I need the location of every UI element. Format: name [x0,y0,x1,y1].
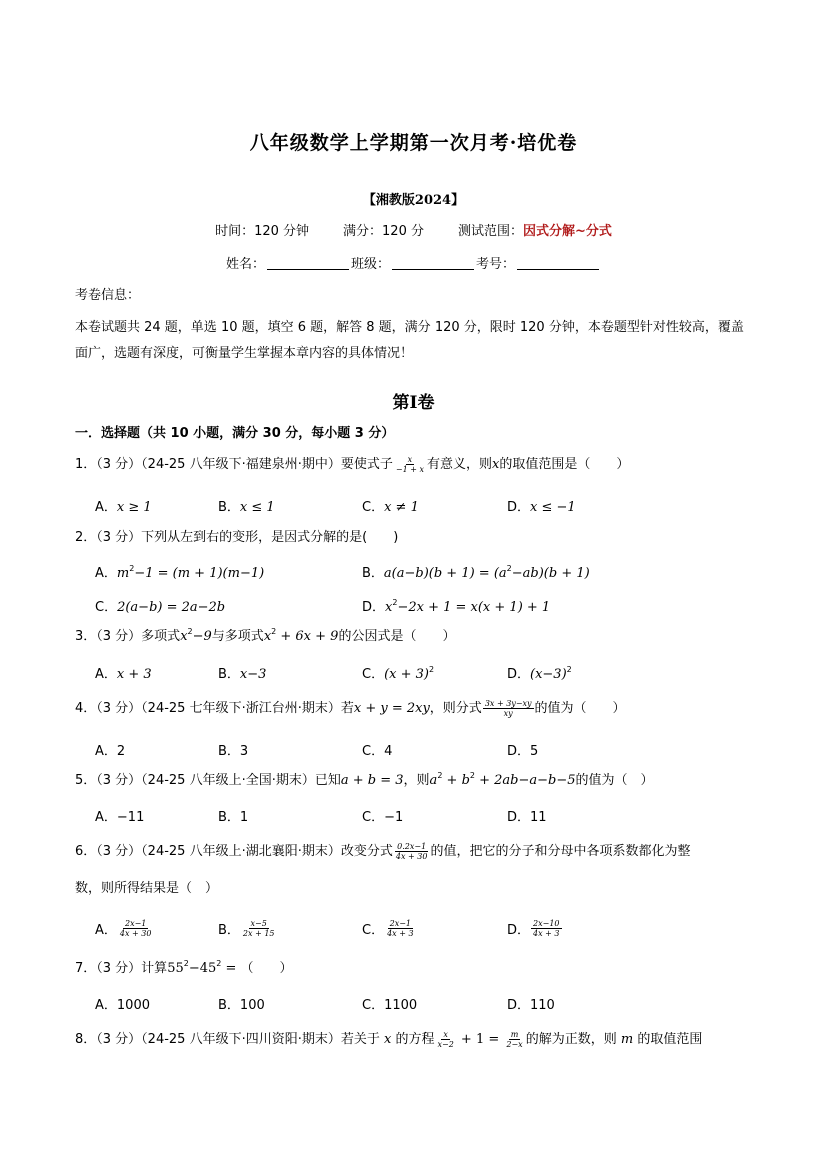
question-4: 4．（3 分）（24-25 七年级下·浙江台州·期末）若x + y = 2xy，则分式 $\frac{3x + 3y-xy}{xy}$ 的值为（ ） [75,699,626,718]
q7-option-a: A．1000 [95,998,150,1013]
q6-option-c: C． $\frac{2x-1}{4x + 3}$ [362,919,414,938]
name-label: 姓名： [225,257,265,272]
question-6: 6．（3 分）（24-25 八年级上·湖北襄阳·期末）改变分式 $\frac{0.2x-1}{4x + 30}$ 的值，把它的分子和分母中各项系数都化为整 [75,842,691,861]
info-line-2: 面广，选题有深度，可衡量学生掌握本章内容的具体情况！ [75,346,414,361]
volume-title: 第Ⅰ卷 [392,393,435,413]
id-field[interactable] [517,256,599,270]
q7-option-d: D．110 [507,998,555,1013]
section-title: 一．选择题（共 10 小题，满分 30 分，每小题 3 分） [75,426,395,441]
question-8: 8．（3 分）（24-25 八年级下·四川资阳·期末）若关于 x 的方程 $\frac{x}{x-2}$ + 1 = $\frac{m}{2-x}$ 的解为正数，则 m 的取值范围 [75,1030,703,1049]
q4-option-d: D．5 [507,744,539,759]
q5-option-d: D．11 [507,810,547,825]
class-label: 班级： [350,257,390,272]
q2-option-a: A．$m^2-1 = (m + 1)(m-1)$ [95,564,265,581]
q5-option-b: B．1 [218,810,249,825]
page-title: 八年级数学上学期第一次月考·培优卷 [249,132,578,154]
exam-score: 满分：120 分 [343,224,424,239]
question-5: 5．（3 分）（24-25 八年级上·全国·期末）已知a + b = 3，则$a^2 + b^2 + 2ab-a-b-5$的值为（ ） [75,771,654,788]
q1-option-d: D．x ≤ −1 [507,500,576,515]
q2-option-d: D．$x^2-2x + 1 = x(x + 1) + 1$ [362,598,551,615]
id-label: 考号： [476,257,516,272]
q7-option-b: B．100 [218,998,265,1013]
q4-option-b: B．3 [218,744,249,759]
q8-fraction-left: $\frac{x}{x-2}$ [437,1030,454,1049]
question-3: 3．（3 分）多项式$x^2-9$与多项式$x^2 + 6x + 9$的公因式是（ ） [75,627,456,644]
info-block [75,283,765,367]
q5-option-a: A．−11 [95,810,145,825]
q5-option-c: C．−1 [362,810,404,825]
q4-fraction: $\frac{3x + 3y-xy}{xy}$ [484,699,532,718]
exam-time: 时间：120 分钟 [215,224,310,239]
q7-option-c: C．1100 [362,998,418,1013]
q1-stem: 1．（3 分）（24-25 八年级下·福建泉州·期中）要使式子 [75,457,393,472]
q4-option-c: C．4 [362,744,393,759]
q1-option-c: C．x ≠ 1 [362,500,419,515]
q1-fraction: $\frac{x}{-1 + x}$ [395,455,424,474]
info-line-1: 本卷试题共 24 题，单选 10 题，填空 6 题，解答 8 题，满分 120 分，限时 120 分钟，本卷题型针对性较高，覆盖 [75,320,744,335]
q4-option-a: A．2 [95,744,126,759]
range-value: 因式分解~分式 [523,224,612,239]
q3-option-b: B．x−3 [218,667,267,682]
class-field[interactable] [392,256,474,270]
q3-option-c: C．$(x + 3)^2$ [362,665,435,682]
q1-option-a: A．x ≥ 1 [95,500,152,515]
student-info-line [0,253,827,272]
question-2: 2．（3 分）下列从左到右的变形，是因式分解的是( ) [75,530,399,545]
q3-option-a: A．x + 3 [95,667,152,682]
q6-option-a: A． $\frac{2x-1}{4x + 30}$ [95,919,152,938]
range-label: 测试范围： [457,224,523,239]
edition-label: 【湘教版2024】 [362,193,465,208]
q3-option-d: D．$(x-3)^2$ [507,665,572,682]
exam-meta [0,220,827,239]
q8-fraction-right: $\frac{m}{2-x}$ [506,1030,523,1049]
question-7: 7．（3 分）计算$55^2-45^2$ = （ ） [75,959,293,976]
q6-option-d: D． $\frac{2x-10}{4x + 3}$ [507,919,560,938]
question-1: 1．（3 分）（24-25 八年级下·福建泉州·期中）要使式子 $\frac{x}{-1 + x}$ 有意义，则x的取值范围是（ ） [75,455,630,474]
q2-option-b: B．$a(a-b)(b + 1) = (a^2-ab)(b + 1)$ [362,564,590,581]
q1-option-b: B．x ≤ 1 [218,500,275,515]
q6-option-b: B． $\frac{x-5}{2x + 15}$ [218,919,275,938]
q2-option-c: C．2(a−b) = 2a−2b [95,600,226,615]
info-label: 考卷信息： [75,288,141,303]
question-6-line-2: 数，则所得结果是（ ） [75,881,219,896]
name-field[interactable] [267,256,349,270]
q6-fraction: $\frac{0.2x-1}{4x + 30}$ [395,842,428,861]
